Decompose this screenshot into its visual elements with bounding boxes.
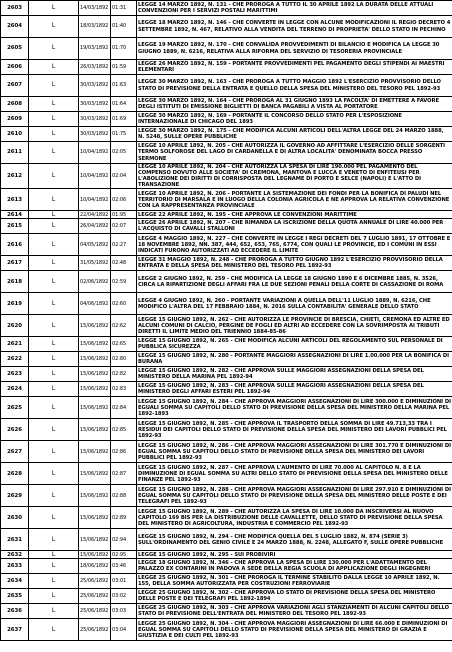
record-number: 2604 — [1, 16, 29, 38]
table-row — [1, 382, 452, 397]
table-row — [1, 60, 452, 75]
record-type: L — [29, 419, 79, 441]
record-date: 30/03/1892 — [79, 112, 111, 127]
record-type: L — [29, 256, 79, 271]
record-order: 01:70 — [111, 38, 137, 60]
record-text: LEGGE 10 APRILE 1892, N. 206 - PORTANTE LA SISTEMAZIONE DEI FONDI PER LA BONIFICA DI PALUDI NEL TERRITORIO DI MARSALA E IN LUOGO DELLA COLONIA AGRICOLA E NE APPROVA LA RELATIVA CONVENZIONE CON LA RAPPRESENTANZA PROVINCIALE — [137, 189, 452, 211]
record-text: LEGGE 18 MARZO 1892, N. 146 - CHE CONVERTE IN LEGGE CON ALCUNE MODIFICAZIONI IL REGIO DECRETO 4 SETTEMBRE 1892, N. 467, RELATIVO ALLA VENDITA DEL TERRENO DI PROPRIETA' DELLO STATO IN PECHINO — [137, 16, 452, 38]
record-date: 15/06/1892 — [79, 419, 111, 441]
record-number: 2623 — [1, 367, 29, 382]
table-row — [1, 211, 452, 219]
record-order: 02:89 — [111, 507, 137, 529]
record-type: L — [29, 142, 79, 164]
record-date: 04/06/1892 — [79, 293, 111, 315]
record-type: L — [29, 559, 79, 574]
record-text: LEGGE 18 GIUGNO 1892, N. 346 - CHE APPROVA LA SPESA DI LIRE 130.000 PER L'ADATTAMENTO DEL PALAZZO EX CONTARINI IN PADOVA A SEDE DELLA REGIA SCUOLA DI APPLICAZIONE DEGLI INGEGNERI — [137, 559, 452, 574]
record-number: 2631 — [1, 529, 29, 551]
record-date: 30/03/1892 — [79, 127, 111, 142]
record-number: 2607 — [1, 75, 29, 97]
record-type: L — [29, 382, 79, 397]
record-order: 02:04 — [111, 164, 137, 189]
table-row — [1, 112, 452, 127]
table-row — [1, 419, 452, 441]
record-text: LEGGE 22 APRILE 1892, N. 195 - CHE APPROVA LE CONVENZIONI MARITTIME — [137, 211, 452, 219]
record-date: 18/03/1892 — [79, 16, 111, 38]
record-order: 03:01 — [111, 574, 137, 589]
record-number: 2621 — [1, 337, 29, 352]
table-row — [1, 529, 452, 551]
record-type: L — [29, 507, 79, 529]
record-date: 30/03/1892 — [79, 75, 111, 97]
record-text: LEGGE 10 APRILE 1892, N. 205 - CHE AUTORIZZA IL GOVERNO AD AFFITTARE L'ESERCIZIO DELLE SORGENTI TERMO SOLFOROSE DEL LAGO DI CARDANELLA E DI ALTRA LOCALITA' DENOMINATA BOCCA PRESSO SERMONE — [137, 142, 452, 164]
record-number: 2611 — [1, 142, 29, 164]
record-date: 15/06/1892 — [79, 315, 111, 337]
record-type: L — [29, 75, 79, 97]
record-text: LEGGE 15 GIUGNO 1892, N. 294 - CHE MODIFICA QUELLA DEL 5 LUGLIO 1882, N. 874 (SERIE 3) SULL'ORDINAMENTO DEL GENIO CIVILE E 24 MARZO 1888, N. 2248, ALLEGATO F, SULLE OPERE PUBBLICHE — [137, 529, 452, 551]
record-date: 26/04/1892 — [79, 219, 111, 234]
record-number: 2624 — [1, 382, 29, 397]
record-date: 15/06/1892 — [79, 397, 111, 419]
table-row — [1, 507, 452, 529]
record-number: 2612 — [1, 164, 29, 189]
table-row — [1, 234, 452, 256]
record-order: 02:95 — [111, 551, 137, 559]
table-row — [1, 315, 452, 337]
record-date: 15/06/1892 — [79, 367, 111, 382]
record-number: 2610 — [1, 127, 29, 142]
record-order: 03:02 — [111, 589, 137, 604]
table-row — [1, 441, 452, 463]
record-number: 2627 — [1, 441, 29, 463]
record-date: 15/06/1892 — [79, 382, 111, 397]
record-text: LEGGE 15 GIUGNO 1892, N. 288 - CHE APPROVA MAGGIORI ASSEGNAZIONI DI LIRE 297.910 E DIMINUZIONI DI EGUAL SOMMA SU CAPITOLI DELLO STATO DI PREVISIONE DELLA SPESA DEL MINISTERO DELLE POSTE E DEI TELEGRAFI PEL 1892-93 — [138, 486, 451, 505]
table-row — [1, 256, 452, 271]
record-text: LEGGE 15 GIUGNO 1892, N. 287 - CHE APPROVA L'AUMENTO DI LIRE 70.000 AL CAPITOLO N. 8 E LA DIMINUZIONE DI EGUAL SOMMA SU ALTRI DELLO STATO DI PREVISIONE DELLA SPESA DEL MINISTERO DELLE FINANZE PEL 1892-93 — [137, 463, 452, 485]
record-date: 30/03/1892 — [79, 97, 111, 112]
record-text: LEGGE 15 GIUGNO 1892, N. 284 - CHE APPROVA MAGGIORI ASSEGNAZIONI DI LIRE 300.000 E DIMINUZIONI DI EGUALI SOMMA SU CAPITOLI DELLO STATO DI PREVISIONE DELLA SPESA DEL MINISTERO DELLA MARINA PEL 1892-1893 — [138, 398, 451, 417]
table-row — [1, 164, 452, 189]
record-number: 2615 — [1, 219, 29, 234]
record-text: LEGGE 15 GIUGNO 1892, N. 286 - CHE APPROVA MAGGIORI ASSEGNAZIONI DI LIRE 301.770 E DIMINUZIONI DI EGUAL SOMMA SU CAPITOLI DELLO STATO DI PREVISIONE DELLA SPESA DEL MINISTERO DEI LAVORI PUBBLICI PEL 1892-93 — [138, 442, 451, 461]
record-order: 02:84 — [111, 397, 137, 419]
record-text: LEGGE 15 GIUGNO 1892, N. 280 - PORTANTE MAGGIORI ASSEGNAZIONI DI LIRE 1.00.000 PER LA BONIFICA DI BURANA — [137, 352, 452, 367]
record-type: L — [29, 211, 79, 219]
table-row — [1, 16, 452, 38]
record-type: L — [29, 337, 79, 352]
record-type: L — [29, 367, 79, 382]
record-date: 14/03/1892 — [79, 1, 111, 16]
record-order: 02:80 — [111, 352, 137, 367]
record-text: LEGGE 19 MARZO 1892, N. 170 - CHE CONVALIDA PROVVEDIMENTI DI BILANCIO E MODIFICA LA LEGGE 30 GIUGNO 1889, N. 6216, RELATIVA ALLA RIFORMA DEL SERVIZIO DI TESORERIA PROVINCIALE — [137, 38, 452, 60]
record-type: L — [29, 1, 79, 16]
record-type: L — [29, 293, 79, 315]
record-number: 2632 — [1, 551, 29, 559]
record-date: 10/04/1892 — [79, 189, 111, 211]
table-row — [1, 219, 452, 234]
record-text: LEGGE 30 MARZO 1892, N. 169 - PORTANTE IL CONCORSO DELLO STATO PER L'ESPOSIZIONE INTERNAZIONALE DI CHICAGO DEL 1893 — [137, 112, 452, 127]
record-text: LEGGE 15 GIUGNO 1892, N. 289 - CHE AUTORIZZA LA SPESA DI LIRE 10.000 DA INSCRIVERSI AL NUOVO CAPITOLO 169 BIS PER LA DISTRIBUZIONE DELLE CAVALLETTE, DELLO STATO DI PREVISIONE DELLA SPESA DEL MINISTERO DI AGRICOLTURA, INDUSTRIA E COMMERCIO PEL 1892-93 — [137, 507, 452, 529]
record-text: LEGGE 4 GIUGNO 1892, N. 260 - PORTANTE VARIAZIONI A QUELLA DELL'11 LUGLIO 1889, N. 6216, CHE MODIFICO L'ALTRA DEL 17 FEBBRAIO 1884, N. 2016 SULLA CONTABILITA' GENERALE DELLO STATO — [137, 293, 452, 315]
record-date: 22/04/1892 — [79, 211, 111, 219]
record-date: 15/06/1892 — [79, 352, 111, 367]
record-order: 02:05 — [111, 142, 137, 164]
record-type: L — [29, 397, 79, 419]
record-order: 03:46 — [111, 559, 137, 574]
table-row — [1, 604, 452, 619]
record-date: 15/06/1892 — [79, 463, 111, 485]
record-number: 2613 — [1, 189, 29, 211]
record-number: 2635 — [1, 589, 29, 604]
record-number: 2637 — [1, 619, 29, 641]
record-order: 02:59 — [111, 271, 137, 293]
record-number: 2626 — [1, 419, 29, 441]
record-order: 02:48 — [111, 256, 137, 271]
record-number: 2616 — [1, 234, 29, 256]
record-text: LEGGE 10 APRILE 1892, N. 204 - CHE AUTORIZZA LA SPESA DI LIRE 190.000 PEL PAGAMENTO DEL COMPENSO DOVUTO ALLE SOCIETA' DI CREMONA, MANTOVA E LUCCA E VENETO DI ENFITEUSI PER L'ABOLIZIONE DEI DIRITTI DI CORRISPOSTA DEL LEGNAME DI PORTO E SELCE (NAPOLI) E L'ATTO DI TRANSAZIONE — [137, 164, 452, 189]
record-order: 02:60 — [111, 293, 137, 315]
record-text: LEGGE 25 GIUGNO 1892, N. 301 - CHE PROROGA IL TERMINE STABILITO DALLA LEGGE 10 APRILE 1892, N. 155, DELLA SOMMA AUTORIZZATA PER COSTRUZIONI FERROVIARIE — [137, 574, 452, 589]
record-date: 26/03/1892 — [79, 60, 111, 75]
record-number: 2628 — [1, 463, 29, 485]
record-text: LEGGE 15 GIUGNO 1892, N. 285 - CHE APPROVA IL TRASPORTO DELLA SOMMA DI LIRE 49.713,33 TRA I RESIDUI DEI CAPITOLI DELLO STATO DI PREVISIONE DELLA SPESA DEL MINISTERO DEI LAVORI PUBBLICI PEL 1892-93 — [137, 419, 452, 441]
table-row — [1, 352, 452, 367]
record-text: LEGGE 15 GIUGNO 1892, N. 265 - CHE MODIFICA ALCUNI ARTICOLI DEL REGOLAMENTO SUL PERSONALE DI PUBBLICA SICUREZZA — [137, 337, 452, 352]
table-row — [1, 142, 452, 164]
record-order: 02:86 — [111, 441, 137, 463]
record-text: LEGGE 2 GIUGNO 1892, N. 259 - CHE MODIFICA LA LEGGE 18 GIUGNO 1890 E 6 DICEMBRE 1885, N. 3526, CIRCA LA RIPARTIZIONE DEGLI AFFARI FRA LE DUE SEZIONI PENALI DELLA CORTE DI CASSAZIONE DI ROMA — [137, 271, 452, 293]
record-date: 04/05/1892 — [79, 234, 111, 256]
record-number: 2605 — [1, 38, 29, 60]
table-row — [1, 293, 452, 315]
record-order: 02:83 — [111, 382, 137, 397]
record-order: 03:04 — [111, 619, 137, 641]
record-order: 01:64 — [111, 97, 137, 112]
table-row — [1, 97, 452, 112]
record-type: L — [29, 189, 79, 211]
record-type: L — [29, 551, 79, 559]
record-type: L — [29, 16, 79, 38]
record-type: L — [29, 164, 79, 189]
record-order: 02:94 — [111, 529, 137, 551]
record-date: 25/06/1892 — [79, 574, 111, 589]
record-number: 2603 — [1, 1, 29, 16]
table-row — [1, 367, 452, 382]
record-date: 25/06/1892 — [79, 604, 111, 619]
record-type: L — [29, 463, 79, 485]
record-order: 03:03 — [111, 604, 137, 619]
record-date: 25/06/1892 — [79, 619, 111, 641]
record-type: L — [29, 271, 79, 293]
record-number: 2636 — [1, 604, 29, 619]
table-row — [1, 589, 452, 604]
record-date: 15/06/1892 — [79, 507, 111, 529]
record-number: 2617 — [1, 256, 29, 271]
table-row — [1, 485, 452, 507]
record-type: L — [29, 529, 79, 551]
record-type: L — [29, 574, 79, 589]
record-text: LEGGE 26 MARZO 1892, N. 159 - PORTANTE PROVVEDIMENTI PEL PAGAMENTO DEGLI STIPENDI AI MAESTRI ELEMENTARI — [137, 60, 452, 75]
record-number: 2629 — [1, 485, 29, 507]
record-text: LEGGE 30 MARZO 1892, N. 175 - CHE MODIFICA ALCUNI ARTICOLI DELL'ALTRA LEGGE DEL 24 MARZO 1888, N. 5248, SULLE OPERE PUBBLICHE — [137, 127, 452, 142]
record-text: LEGGE 15 GIUGNO 1892, N. 295 - SUI PROBIVIRI — [137, 551, 452, 559]
record-type: L — [29, 112, 79, 127]
record-text: LEGGE 31 MAGGIO 1892, N. 248 - CHE PROROGA A TUTTO GIUGNO 1892 L'ESERCIZIO PROVVISORIO DELLA ENTRATA E DELLA SPESA DEL MINISTERO DEL TESORO PEL 1892-93 — [137, 256, 452, 271]
record-text: LEGGE 25 GIUGNO 1892, N. 302 - CHE APPROVA LO STATO DI PREVISIONE DELLA SPESA DEL MINISTERO DELLE POSTE E DEI TELEGRAFI PEL 1892-1894 — [137, 589, 452, 604]
record-date: 15/06/1892 — [79, 337, 111, 352]
record-type: L — [29, 441, 79, 463]
record-date: 15/06/1892 — [79, 529, 111, 551]
record-number: 2630 — [1, 507, 29, 529]
record-text: LEGGE 15 GIUGNO 1892, N. 262 - CHE AUTORIZZA LE PROVINCIE DI BRESCIA, CHIETI, CREMONA ED ALTRE ED ALCUNI COMUNI DI CALCIO, PERGINE DE FOGLI ED ALTRI AD ECCEDERE CON LA SOVRIMPOSTA AI TRIBUTI DIRETTI IL LIMITE MEDIO DEL TRIENNIO 1884-85-86 — [137, 315, 452, 337]
record-text: LEGGE 26 APRILE 1892, N. 207 - CHE RIMANDA LA ISCRIZIONE DELLA QUOTA ANNUALE DI LIRE 40.000 PER L'ACQUISTO DI CAVALLI STALLONI — [137, 219, 452, 234]
record-number: 2606 — [1, 60, 29, 75]
table-row — [1, 551, 452, 559]
table-row — [1, 271, 452, 293]
record-date: 19/03/1892 — [79, 38, 111, 60]
record-order: 01:75 — [111, 127, 137, 142]
table-row — [1, 38, 452, 60]
table-row — [1, 397, 452, 419]
record-type: L — [29, 352, 79, 367]
record-number: 2609 — [1, 112, 29, 127]
record-order: 01:31 — [111, 1, 137, 16]
record-type: L — [29, 619, 79, 641]
table-row — [1, 127, 452, 142]
record-date: 15/06/1892 — [79, 485, 111, 507]
table-row — [1, 1, 452, 16]
record-date: 15/06/1892 — [79, 441, 111, 463]
record-type: L — [29, 604, 79, 619]
record-date: 10/04/1892 — [79, 164, 111, 189]
record-number: 2619 — [1, 293, 29, 315]
record-type: L — [29, 485, 79, 507]
record-number: 2634 — [1, 574, 29, 589]
record-order: 01:63 — [111, 75, 137, 97]
table-row — [1, 619, 452, 641]
record-text: LEGGE 30 MARZO 1892, N. 163 - CHE PROROGA A TUTTO MAGGIO 1892 L'ESERCIZIO PROVVISORIO DELLO STATO DI PREVISIONE DELLA ENTRATA E QUELLO DELLA SPESA DEL MINISTERO DEL TESORO PEL 1892-93 — [137, 75, 452, 97]
record-order: 01:95 — [111, 211, 137, 219]
record-type: L — [29, 127, 79, 142]
table-row — [1, 337, 452, 352]
table-row — [1, 574, 452, 589]
record-date: 25/06/1892 — [79, 589, 111, 604]
record-order: 02:27 — [111, 234, 137, 256]
record-type: L — [29, 97, 79, 112]
record-type: L — [29, 38, 79, 60]
table-row — [1, 559, 452, 574]
table-row — [1, 189, 452, 211]
record-text: LEGGE 4 MAGGIO 1892, N. 227 - CHE CONVERTE IN LEGGE I REGI DECRETI DEL 7 LUGLIO 1891, 17 OTTOBRE E 18 NOVEMBRE 1892, NN. 387, 444, 652, 653, 765, 6774, CON QUALI LE PROVINCIE, ED I COMUNI IN ESSI INDICATI FURONO AUTORIZZATI AD ECCEDERE IL LIMITE — [137, 234, 452, 256]
record-text: LEGGE 25 GIUGNO 1892, N. 303 - CHE APPROVA VARIAZIONI AGLI STANZIAMENTI DI ALCUNI CAPITOLI DELLO STATO DI PREVISIONE DELL'ENTRATA DEL MINISTERO DEL TESORO PEL 1892-93 — [137, 604, 452, 619]
record-order: 02:82 — [111, 367, 137, 382]
record-type: L — [29, 234, 79, 256]
record-number: 2633 — [1, 559, 29, 574]
record-order: 02:65 — [111, 337, 137, 352]
record-text: LEGGE 15 GIUGNO 1892, N. 283 - CHE APPROVA SULLE MAGGIORI ASSEGNAZIONI DELLA SPESA DEL MINISTERO DEGLI AFFARI ESTERI PEL 1892-94 — [137, 382, 452, 397]
record-order: 01:59 — [111, 60, 137, 75]
record-date: 31/05/1892 — [79, 256, 111, 271]
record-number: 2622 — [1, 352, 29, 367]
record-date: 18/06/1892 — [79, 559, 111, 574]
record-order: 02:88 — [111, 485, 137, 507]
record-date: 15/06/1892 — [79, 551, 111, 559]
record-number: 2620 — [1, 315, 29, 337]
law-register-body — [1, 1, 452, 641]
record-order: 02:07 — [111, 219, 137, 234]
record-text: LEGGE 14 MARZO 1892, N. 131 - CHE PROROGA A TUTTO IL 30 APRILE 1892 LA DURATA DELLE ATTUALI CONVENZIONI PER I SERVIZI POSTALI MARITTIMI — [137, 1, 452, 16]
record-number: 2608 — [1, 97, 29, 112]
record-order: 02:06 — [111, 189, 137, 211]
record-order: 01:69 — [111, 112, 137, 127]
record-type: L — [29, 315, 79, 337]
record-type: L — [29, 589, 79, 604]
record-date: 02/06/1892 — [79, 271, 111, 293]
record-type: L — [29, 60, 79, 75]
record-order: 02:85 — [111, 419, 137, 441]
table-row — [1, 463, 452, 485]
record-order: 01:40 — [111, 16, 137, 38]
record-order: 02:87 — [111, 463, 137, 485]
record-text: LEGGE 25 GIUGNO 1892, N. 304 - CHE APPROVA MAGGIORI ASSEGNAZIONI DI LIRE 66.000 E DIMINUZIONI DI EGUAL SOMMA SU CAPITOLI DELLO STATO DI PREVISIONE DELLA SPESA DEL MINISTERO DI GRAZIA E GIUSTIZIA E DEI CULTI PEL 1892-93 — [137, 619, 452, 641]
record-order: 02:62 — [111, 315, 137, 337]
record-date: 10/04/1892 — [79, 142, 111, 164]
record-number: 2625 — [1, 397, 29, 419]
record-text: LEGGE 30 MARZO 1892, N. 164 - CHE PROROGA AL 31 GIUGNO 1893 LA FACOLTA' DI EMETTERE A FAVORE DEGLI ISTITUTI DI EMISSIONE BIGLIETTI DI BANCA PAGABILI A VISTA AL PORTATORE — [137, 97, 452, 112]
record-text: LEGGE 15 GIUGNO 1892, N. 282 - CHE APPROVA SULLE MAGGIORI ASSEGNAZIONI DELLA SPESA DEL MINISTERO DELLA MARINA PEL 1892-94 — [137, 367, 452, 382]
record-number: 2614 — [1, 211, 29, 219]
table-row — [1, 75, 452, 97]
record-type: L — [29, 219, 79, 234]
record-number: 2618 — [1, 271, 29, 293]
